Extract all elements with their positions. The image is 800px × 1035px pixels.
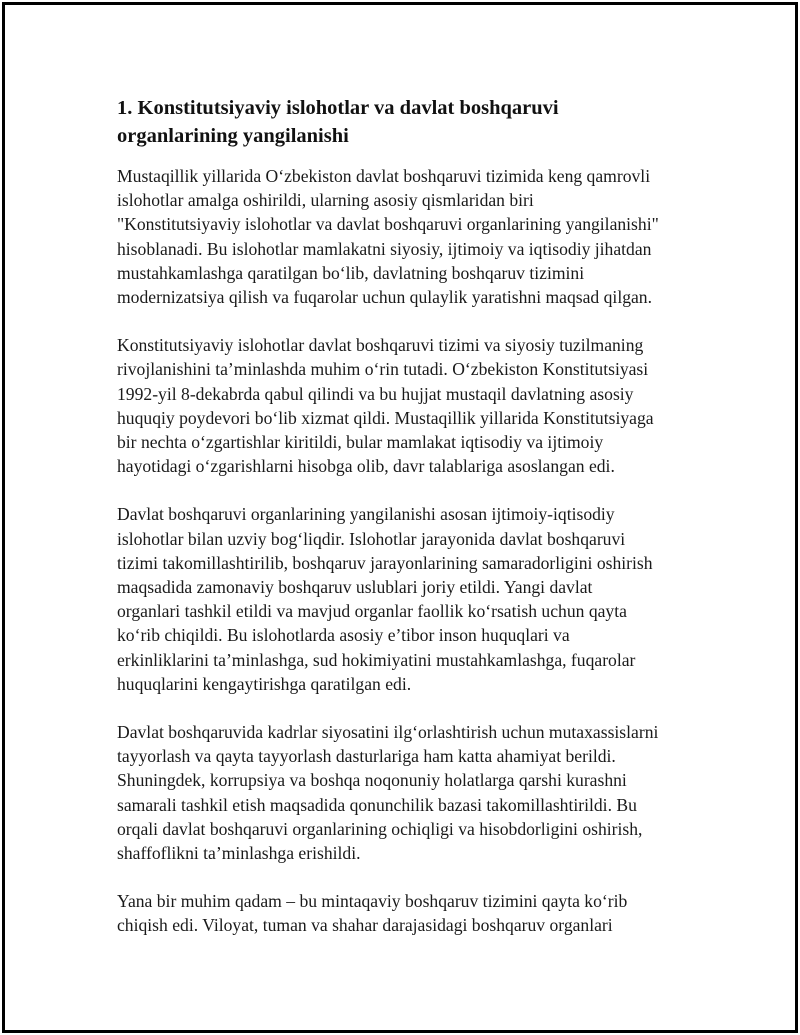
paragraph-1: Mustaqillik yillarida O‘zbekiston davlat boshqaruvi tizimida keng qamrovli islohotlar amalga oshirildi, ularning asosiy qismlaridan biri "Konstitutsiyaviy islohotlar va davlat boshqaruvi organlarining yangilanishi" hisoblanadi. Bu islohotlar mamlakatni siyosiy, ijtimoiy va iqtisodiy jihatdan mustahkamlashga qaratilgan bo‘lib, davlatning boshqaruv tizimini modernizatsiya qilish va fuqarolar uchun qulaylik yaratishni maqsad qilgan. xyxy=(117,166,659,308)
document-body xyxy=(117,94,707,962)
paragraph-5: Yana bir muhim qadam – bu mintaqaviy boshqaruv tizimini qayta ko‘rib chiqish edi. Viloyat, tuman va shahar darajasidagi boshqaruv organlari xyxy=(117,891,628,936)
paragraph-3: Davlat boshqaruvi organlarining yangilanishi asosan ijtimoiy-iqtisodiy islohotlar bilan uzviy bog‘liqdir. Islohotlar jarayonida davlat boshqaruvi tizimi takomillashtirilib, boshqaruv jarayonlarining samaradorligini oshirish maqsadida zamonaviy boshqaruv uslublari joriy etildi. Yangi davlat organlari tashkil etildi va mavjud organlar faollik ko‘rsatish uchun qayta ko‘rib chiqildi. Bu islohotlarda asosiy e’tibor inson huquqlari va erkinliklarini ta’minlashga, sud hokimiyatini mustahkamlashga, fuqarolar huquqlarini kengaytirishga qaratilgan edi. xyxy=(117,504,653,694)
paragraph-2: Konstitutsiyaviy islohotlar davlat boshqaruvi tizimi va siyosiy tuzilmaning rivojlanishini ta’minlashda muhim o‘rin tutadi. O‘zbekiston Konstitutsiyasi 1992-yil 8-dekabrda qabul qilindi va bu hujjat mustaqil davlatning asosiy huquqiy poydevori bo‘lib xizmat qildi. Mustaqillik yillarida Konstitutsiyaga bir nechta o‘zgartishlar kiritildi, bular mamlakat iqtisodiy va ijtimoiy hayotidagi o‘zgarishlarni hisobga olib, davr talablariga asoslangan edi. xyxy=(117,335,654,477)
section-heading: 1. Konstitutsiyaviy islohotlar va davlat boshqaruvi organlarining yangilanishi xyxy=(117,97,559,147)
paragraph-4: Davlat boshqaruvida kadrlar siyosatini ilg‘orlashtirish uchun mutaxassislarni tayyorlash va qayta tayyorlash dasturlariga ham katta ahamiyat berildi. Shuningdek, korrupsiya va boshqa noqonuniy holatlarga qarshi kurashni samarali tashkil etish maqsadida qonunchilik bazasi takomillashtirildi. Bu orqali davlat boshqaruvi organlarining ochiqligi va hisobdorligini oshirish, shaffoflikni ta’minlashga erishildi. xyxy=(117,722,659,864)
